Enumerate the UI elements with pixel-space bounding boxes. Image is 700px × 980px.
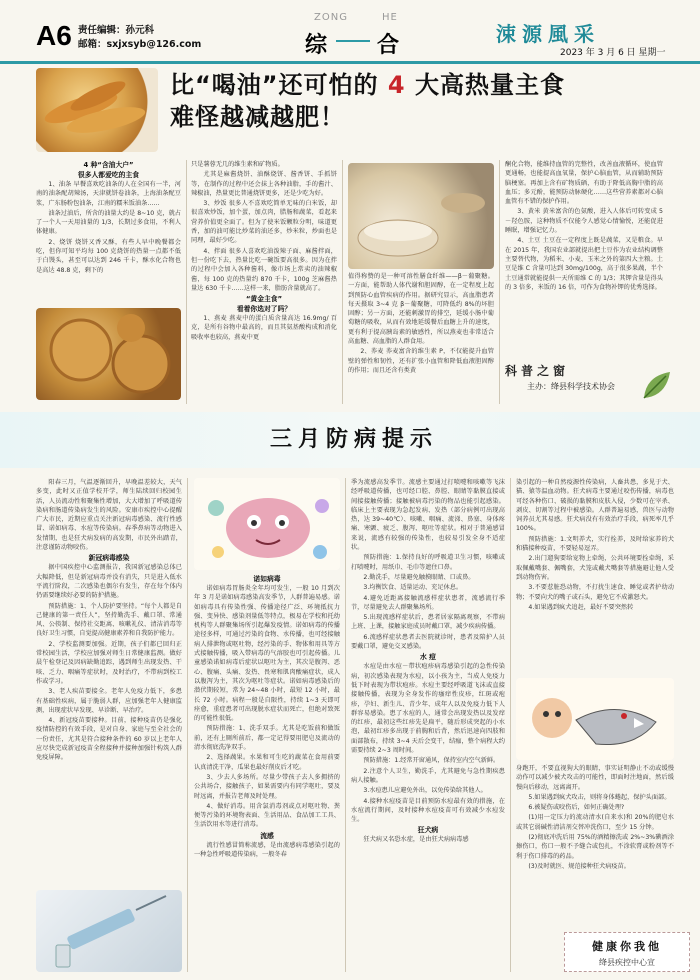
paragraph: 2、烧饼 烧饼又香又酥，有些人早中晚餐都会吃，但你可知平均每 100 克烧饼的热量一点都不低于白馒头，甚至可以达到 246 千卡，酥水化合物也是高达 48.8 克，剩下的 <box>36 238 181 274</box>
paragraph: 预防措施：1.经常开窗通风，保持室内空气新鲜。 <box>363 757 500 765</box>
virus-icon <box>194 478 340 570</box>
editor-info <box>78 24 201 52</box>
paragraph: 5.出现流感样症状后，患者居家隔离观察，不带病上班、上课，接触家庭成员时戴口罩，减少疾病传播。 <box>351 614 505 631</box>
top-col2 <box>191 160 337 404</box>
paragraph: 水痘是由水痘－带状疱疹病毒感染引起的急性传染病，初次感染表现为水痘，以小孩为主，当成人免疫力低下时表现为带状疱疹。水痘主要经呼吸道飞沫或直接接触传播，表现为全身发作的瘙痒性皮疹，红斑或疱疹，孕妇、新生儿、青少年、成年人以及免疫力低下人群容易感染。患了水痘的人，通常会出现发热以及发痒的红疹，最初这些红疹先是扁平，随后形成突起的小水泡，最初红疹多出现于前胸和后背，然后迅速向四肢和面部散布，持续 3~4 天后会变干，结痂，整个病程大约需要持续 2~3 周时间。 <box>351 663 505 755</box>
grain-bowl-photo <box>348 163 494 269</box>
column-title: 涑源風采 <box>496 22 600 46</box>
paragraph: (2)彻底冲洗后用 75%的酒精擦洗或 2%~3%碘酒涂擦伤口，伤口一般不予缝合或包扎，不涂软膏或粉剂等不利于伤口排毒的药品。 <box>516 834 674 860</box>
headline-number: 4 <box>387 71 406 99</box>
paragraph: 2.勤洗手，尽量避免触摸眼睛、口或鼻。 <box>363 573 475 581</box>
leaf-decoration-icon <box>640 368 674 402</box>
headline-line2: 难怪越减越肥！ <box>170 103 345 131</box>
syringe-icon <box>36 890 182 972</box>
dog-cartoon <box>516 678 674 760</box>
headline-text-a: 比“喝油”还可怕的 <box>170 71 388 99</box>
section-divider <box>336 40 370 42</box>
paragraph: 3、少去人多场所。尽量少带孩子去人多拥挤的公共场合，接触孩子，如果需要内有同学呕吐，要及时远离，并报告老师及时处理。 <box>194 773 340 800</box>
paragraph: 3、炒饭 很多人不喜欢吃简单无味的白米饭，却很喜欢炒饭，加个蛋，加点肉，腊肠和蔬菜，看起来营养价值更全面了。但为了使米饭颗粒分明，味道更香，加的油可能比炒菜的油还多，炒米粒，炒面也是同理，最好少吃。 <box>191 200 337 245</box>
bowl-icon <box>348 163 494 269</box>
subhead-flu: 流感 <box>260 831 274 840</box>
paragraph: 4.避免近距离接触流感样症状患者，流感流行季节，尽量避免去人群聚集场所。 <box>351 594 505 611</box>
paragraph: 4、新冠疫苗要接种。目前，接种疫苗仍是强化疫情防控的有效手段，是对自身、家庭与至全社会的一份责任，尤其是符合接种条件的 60 岁以上老年人应尽快完成新冠疫苗全程接种并接种加强针构筑人群免疫屏障。 <box>36 717 182 762</box>
subhead-chickenpox: 水 痘 <box>420 653 436 662</box>
paragraph: 2、选择蔬果。水果和可生吃的蔬菜在食用前要认真清洗干净，瓜果也最好削皮后才吃。 <box>194 754 340 771</box>
bottom-col2 <box>194 574 340 972</box>
paragraph: 狂犬病又名恐水症，是由狂犬病病毒感 <box>363 836 469 844</box>
paragraph: 1、油条 早餐喜欢吃油条的人在全国有一半，河南的油条配胡辣汤，天津就饼卷油条，上海油条配豆浆，广东肠粉包油条，江南的糯米饭油条…… <box>36 181 181 207</box>
paragraph: 4、做好消毒。用含氯消毒剂或点对呕吐物、粪便等污染的环境物表面、生活用品、食品加工工具、生活饮用水等进行消毒。 <box>194 802 340 829</box>
paragraph: 2、学校监测要加强。近期，孩子们都已回归正常校园生活，学校应加强对师生日常健康监测。做好晨午检登记及因病缺勤追踪，遇到师生出现发热、干咳、乏力、咽痛等症状时，及时治疗，不带病到校工作或学习。 <box>36 640 182 685</box>
paragraph: 身跑开，不要直视狗大的眼睛，事实证明静止不动或缓慢动作可以减少被犬攻击的可能性，即面时注地面，然后缓慢向后移动，远离离开。 <box>516 765 674 791</box>
issue-date: 2023 年 3 月 6 日 星期一 <box>560 48 666 58</box>
paragraph: 6.被疑伤或咬伤后，如何正确处理? <box>528 804 625 812</box>
top-col1 <box>36 160 181 306</box>
headline-text-b: 大高热量主食 <box>405 71 565 99</box>
section-en-left: ZONG <box>314 12 348 23</box>
paragraph: 预防措施：1、洗手双手。尤其是吃饭前和做饭前，还有上厕所前后，都一定记得要用肥皂及流动的清水彻底洗净双手。 <box>194 725 340 752</box>
paragraph: 5.如果遇到疯犬攻击，则将身体蜷起，保护头面部。 <box>528 793 671 801</box>
paragraph: 据中国疾控中心监测报告，我国新冠感染总体已大幅降低，但是新冠病毒并没有消失，只是进入低水平流行阶段，二次感染也偶尔有发生，存在每个体内仍需要继续好必要的防护措施。 <box>36 564 182 600</box>
paragraph: 流行性感冒简称流感，是由流感病毒感染引起的一种急性呼吸道传染病，一般冬春 <box>194 841 340 859</box>
paragraph: 3、老人疾苗要接全。老年人免疫力低下，多患有基础性疾病，属于脆弱人群，应加强老年人健康监测，出现症状早发现、早诊断、早治疗。 <box>36 688 182 714</box>
header-rule <box>0 61 700 64</box>
science-window-caption <box>505 362 655 400</box>
paragraph: 4.如果遇到疯犬追赶，最好不要突然转 <box>528 603 634 611</box>
vaccine-photo <box>36 890 182 972</box>
page-number: A6 <box>36 20 72 51</box>
angry-dog-icon <box>516 678 674 760</box>
paragraph: 3.不要惹脏恐动物，不打扰生速食、睡觉或者护幼动物；不要向犬的嘴子或石头，避免它不成激怒犬。 <box>516 584 674 601</box>
headline-line1 <box>170 70 565 101</box>
paragraph: 预防措施：1.文明养犬，实行拴养，及时给家养的犬和猫接种疫苗，不要轻易逗弄。 <box>516 535 674 553</box>
paragraph: 酮化合物，能维持血管的完整性，改善血液循环，使血管更通畅，也能提高血氧量，保护心脑血管，从而辅助预防脑梗塞。再加上含有矿物质硒，有助于降低高胸中脂的高血压；多元酚，能预防动脉硬化……这些营养素都对心脑血管有不错的保护作用。 <box>505 161 663 206</box>
section-title-left: 综 <box>305 32 328 58</box>
paragraph: 4、拌面 很多人喜欢吃油泼辣子面、麻酱拌面，但一份吃下去，热量比吃一碗饭要高很多。因为在拌的过程中会加入各种酱料，像市场上常卖的油辣椒酱，每 100 克的热量约 870 千卡，100g 芝麻酱热量达 630 千卡……这样一来，脂肪含量就高了。 <box>191 247 337 292</box>
paragraph: 只是薯蓉无几的维生素和矿物质。 <box>191 161 284 168</box>
paragraph: 预防措施：1、个人防护要坚持。“每个人都是自己健康的第一责任人”，坚持勤洗手、戴口罩、常通风、公筷制、保持社交距离、咳嗽礼仪、清洁消毒等良好卫生习惯，自觉提高健康素养和自我防护能力。 <box>36 602 182 638</box>
sesame-cake-photo <box>36 308 181 400</box>
paragraph: 1、燕麦 燕麦中的蛋白质含量高达 16.9mg/ 百克，是所有谷物中最高的，而且其氨基酸构成和消化吸收率也较高，燕麦中更 <box>191 315 337 341</box>
paragraph: 3.均衡饮食、适量运动、充足休息。 <box>363 584 463 592</box>
paragraph: 尤其是麻酱烧饼、油酥烧饼、酱香饼、手抓饼等，在制作的过程中还会抹上各种油脂，手的酱汁、辣椒油，热量更比普通烧饼更多，还是少吃为好。 <box>191 171 337 197</box>
caption-sponsor: 主办：绛县科学技术协会 <box>527 382 615 391</box>
footer-org: 绛县疾控中心宣 <box>599 958 655 967</box>
bottom-col4-upper <box>516 478 674 674</box>
paragraph: 染引起的一种自然疫源性传染病，人畜共患，多见于犬、猫、猿等温血动物。狂犬病毒主要通过咬伤传播，病毒也可经各种伤口、破损的黏膜和皮肤入侵，少数可在宰杀、剥皮、切割等过程中被感染。人群普遍易感，兽医与动物饲养员尤其易感。狂犬病没有有效治疗手段，病死率几乎 100%。 <box>516 479 674 533</box>
paragraph: 2、荞麦 荞麦富含的维生素 P，不仅能提升血管壁的弹性和韧性，还有扩张小血管和降低血液胆固醇的作用；而且还含有类黄 <box>348 348 494 374</box>
subhead-norovirus: 诺如病毒 <box>253 575 281 583</box>
footer-slogan: 健康你我他 <box>592 940 662 953</box>
column-divider <box>342 160 343 404</box>
subhead-golden-staples: “黄金主食” <box>245 295 283 304</box>
paragraph: (3)及时就医、规范接种狂犬病疫苗。 <box>528 862 630 870</box>
editor-name: 责任编辑：孙元科 <box>78 25 155 36</box>
paragraph: 2.出门遛狗要给宠物上牵绳，公共环境要拴牵绳，采取佩戴嘴套、佩嘴套，犬笼或戴犬嘴套等措施避让他人受到动物伤害。 <box>516 555 674 581</box>
column-divider <box>345 478 346 972</box>
bottom-col3 <box>351 478 505 972</box>
paragraph: 3、黄米 黄米富含的色氨酸，进入人体后可转变成 5－羟色胺，这种物质不仅能令人感觉心情愉悦，还能促进睡眠，增强记忆力。 <box>505 208 663 235</box>
bottom-col4-lower <box>516 764 674 926</box>
paragraph: 值得称赞的是一种可溶性膳食纤维——β－葡聚糖。一方面，能帮助人体代谢和胆固醇，在一定程度上起到预防心血管疾病的作用。据研究显示，高血脂患者每天摄取 3~4 克 β－葡聚糖，可降低约 8%的坏胆固醇；另一方面，还能刺激胃的排空，延缓小肠中葡萄糖的吸收，从而有效地延缓餐后血糖上升的速度，更有利于提高胰岛素的敏感性，所以燕麦也非常适合高血糖、高血脂的人群食用。 <box>348 273 494 346</box>
paragraph: 6.流感样症状患者去医院就诊时，患者及陪护人员要戴口罩，避免交叉感染。 <box>351 633 505 651</box>
section-title-right: 合 <box>377 32 400 58</box>
food-photo <box>36 68 158 152</box>
virus-cartoon <box>194 478 340 570</box>
subhead-rabies: 狂犬病 <box>417 826 439 835</box>
paragraph: 4、土豆 土豆在一定程度上既是蔬菜，又是粮食。早在 2015 年，我国农业部就提出把土豆作为农业结构调整主要替代物，为稻米、小麦、玉米之外的第四大主粮。土豆是维 C 含量可达到 30mg/100g，高于很多果蔬，半个土豆通常就能提供一天所需维 C 的 1/3；其钾含量是得头的 3 倍多，米饭的 16 倍，可作为食物补钾的优秀选择。 <box>505 237 663 291</box>
footer-badge <box>564 932 690 972</box>
column-divider <box>499 160 500 404</box>
paragraph: 油条过油后，所含的油量大约是 8~10 克，就占了一个人一天用油量的 1/3，长期过多食用，不利人体健康。 <box>36 209 181 236</box>
top-col3 <box>348 272 494 404</box>
subhead-covid: 新冠病毒感染 <box>88 554 130 563</box>
bottom-col1 <box>36 478 182 886</box>
paragraph: 2.注意个人卫生，勤洗手，尤其避免与急性期疾患病人接触。 <box>351 767 505 784</box>
caption-title: 科普之窗 <box>505 364 570 378</box>
top-col4 <box>505 160 663 338</box>
paragraph: 3.水痘患儿应避免外出，以免传染给其他人。 <box>363 787 487 795</box>
paragraph: 诺如病毒胃肠炎全年均可发生，一般 10 月到次年 3 月是诺如病毒感染高发季节，人群普遍易感。诺如病毒具有传染性强、传播途径广泛、环境抵抗力强、变异快、感染剂量低等特点，极易在学校和托幼机构等人群聚集场所引起爆发疫情。诺如病毒的传播途径多样，可通过污染的食物、水传播，也可经接触病人排泄物或呕吐物，经污染的手、物体和用具等方式接触传播，吸入带病毒的气溶胶也可引起传播。儿童感染诺如病毒后症状以呕吐为主，其次是腹泻、恶心、腹痛、头痛、发热、畏寒和肌肉酸痛症状，成人以腹泻为主，其次为呕吐等症状。诺如病毒感染后的潜伏期较短，常为 24~48 小时，最短 12 小时，最长 72 小时。病程一般是自限性，持续 1~3 天即可痊愈，重症患者可出现脱水症状而死亡，但绝对致死的可能性很低。 <box>194 585 340 723</box>
column-divider <box>510 478 511 972</box>
column-divider <box>186 160 187 404</box>
paragraph: 预防措施：1.保持良好的呼吸道卫生习惯，咳嗽或打喷嚏时，用纸巾、毛巾等遮住口鼻。 <box>351 554 505 571</box>
paragraph: (1)用一定压力的流动清水(自来水)和 20%的肥皂水或其它弱碱性清洁剂交替冲洗伤口，至少 15 分钟。 <box>516 814 674 831</box>
paragraph: 4.接种水痘疫苗是目前预防水痘最有效的措施，在水痘流行期间，及时接种水痘疫苗可有效减少水痘发生。 <box>351 797 505 824</box>
section-en-right: HE <box>382 12 398 23</box>
baked-cake-icon <box>36 308 181 400</box>
subhead-staples: 很多人都爱吃的主食 <box>77 171 140 179</box>
paragraph: 阳春三月，气温逐渐回升，早晚温差较大，天气多变，此时又正值学校开学，师生陆续回归校园生活，人员流动性和聚集性增加，大大增加了呼吸道传染病和肠道传染病发生的风险。安康市疾控中心提醒广大市民，近期应重点关注新冠病毒感染、流行性感冒、诺如病毒、水痘等传染病。春季鼻病等动物进入发情期，也是狂犬病发病的高发期，市民外出踏青，注意谨防动物咬伤。 <box>36 479 182 552</box>
banner-title: 三月防病提示 <box>270 426 439 452</box>
fried-dough-icon <box>36 68 158 152</box>
subhead-choose: 看着你选对了吗？ <box>236 305 292 314</box>
paragraph: 季为流感高发季节。流感主要通过打喷嚏和咳嗽等飞沫经呼吸道传播，也可经口腔、鼻腔、眼睛等黏膜直接或间接接触传播；接触被病毒污染的物品也能引起感染。临床上主要表现为急起发病、发热（部分病例可出现高热，达 39~40℃）、咳嗽、咽痛、流涕、鼻塞、身体疼痛、寒颤、疲乏、腹泻、呕吐等症状。相对于普通感冒来说，流感有较强的传染性，也较易引发全身不适症状。 <box>351 479 505 552</box>
column-divider <box>187 478 188 972</box>
subhead-oil-foods: 4 种“含油大户” <box>83 161 134 169</box>
editor-email: 邮箱：sxjxsyb@126.com <box>78 39 202 50</box>
